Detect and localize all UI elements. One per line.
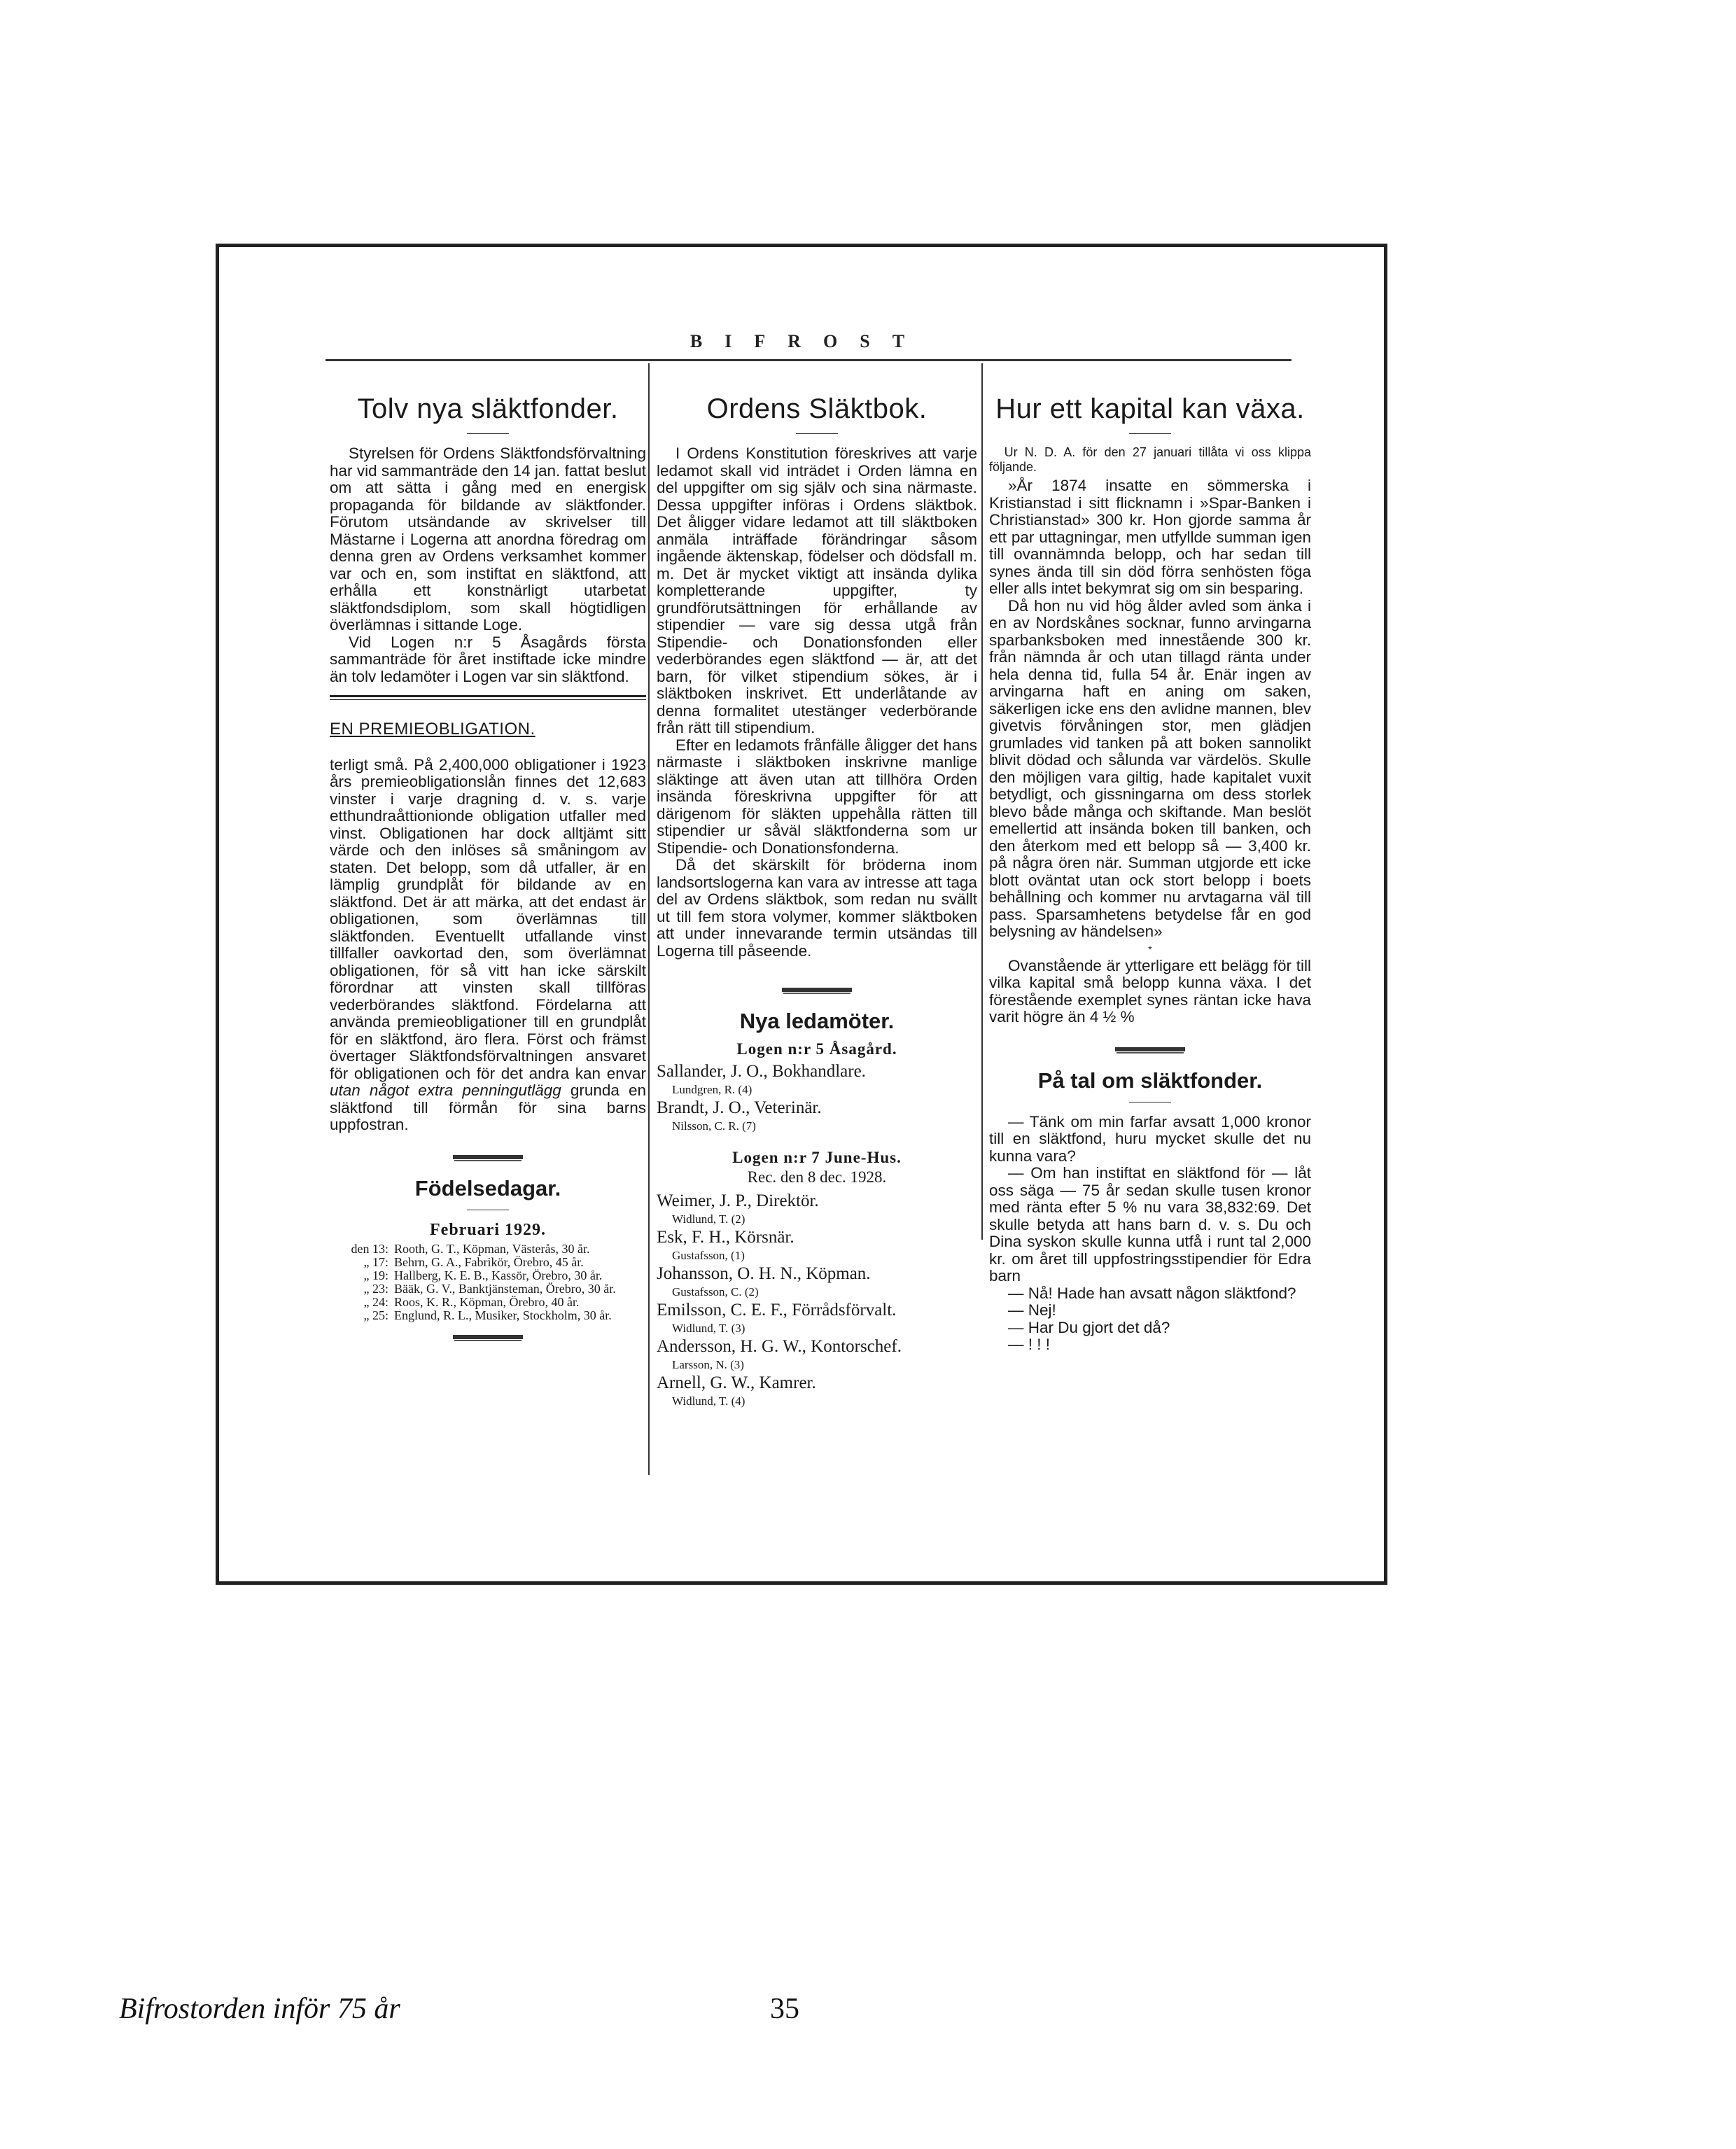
- premie-text-end: grunda en släktfond till förmån för sina barns uppfostran.: [330, 1082, 646, 1133]
- double-rule: [330, 695, 646, 697]
- column-2: [657, 365, 977, 1409]
- section-heading: Födelsedagar.: [414, 1175, 561, 1200]
- paragraph: Styrelsen för Ordens Släktfondsförvaltning har vid sammanträde den 14 jan. fattat beslut om att sätta i gång med en energisk propaganda för bildande av släktfonder. Förutom utsändande av skrivelser till Mästarne i Logerna att anordna föredrag om denna gren av Ordens verksamhet kommer var och en, som instiftat en släktfond, att erhålla ett konstnärligt utarbetat släktfondsdiplom, som skall högtidligen överlämnas i sittande Loge.: [330, 444, 646, 634]
- section-heading: EN PREMIEOBLIGATION.: [330, 720, 536, 738]
- paragraph: Ovanstående är ytterligare ett belägg för till vilka kapital små belopp kunna växa. I det förestående exemplet synes räntan icke hava varit högre än 4 ½ %: [989, 956, 1311, 1026]
- paragraph: »År 1874 insatte en sömmerska i Kristianstad i sitt flicknamn i »Spar-Banken i Christianstad» 300 kr. Hon gjorde samma år ett par uttagningar, men utfyllde summan igen till ovannämnda belopp, och har sedan till synes ända till sin död förra senhösten föga eller alls intet bekymrat sig om sin besparing.: [989, 477, 1311, 597]
- section-heading: På tal om släktfonder.: [1037, 1068, 1263, 1093]
- article-title: Ordens Släktbok.: [706, 393, 927, 424]
- article-title: Tolv nya släktfonder.: [357, 393, 619, 424]
- intro-note: Ur N. D. A. för den 27 januari tillåta vi oss klippa följande.: [989, 445, 1311, 474]
- lodge-heading: Logen n:r 5 Åsagård.: [736, 1040, 897, 1058]
- premie-text: terligt små. På 2,400,000 obligationer i 1923 års premieobligationslån finnes det 12,683 vinster i varje dragning d. v. s. varje etthundraåttionionde obligation utfaller med vinst. Obligationen har dock alltjämt sitt värde och den inlöses så småningom av staten. Det belopp, som då utfaller, är en lämplig grundplåt för bildande av en släktfond. Det är att märka, att det endast är obligationen, som överlämnas till släktfonden. Eventuellt utfallande vinst tillfaller oavkortad den, som överlämnat obligationen, för så vitt han icke särskilt förordnar att vinsten skall tillföras vederbörandes släktfond. Fördelarna att använda premieobligationer till en grundplåt för en släktfond, äro flera. Först och främst övertager Släktfondsförvaltningen ansvaret för obligationen och för det andra kan envar: [330, 755, 646, 1082]
- member-name: Weimer, J. P., Direktör.: [657, 1191, 819, 1210]
- dialogue-line: — Nej!: [1008, 1301, 1056, 1319]
- member-name: Andersson, H. G. W., Kontorschef.: [657, 1336, 902, 1356]
- birthday-row: den 13: Rooth, G. T., Köpman, Västerås, 30 år.: [351, 1242, 590, 1256]
- section-bar: [782, 988, 852, 992]
- dialogue-line: — ! ! !: [1008, 1336, 1051, 1353]
- member-list: [657, 1191, 977, 1409]
- member-name: Sallander, J. O., Bokhandlare.: [657, 1061, 866, 1081]
- month-heading: Februari 1929.: [430, 1220, 546, 1239]
- section-bar: [1115, 1047, 1185, 1051]
- masthead-rule: [326, 359, 1292, 361]
- column-rule-2: [981, 363, 983, 1240]
- member-sponsor: Lundgren, R. (4): [672, 1082, 752, 1096]
- member-name: Brandt, J. O., Veterinär.: [657, 1098, 822, 1117]
- column-1: [330, 365, 646, 1339]
- section-bar: [453, 1155, 523, 1159]
- member-sponsor: Gustafsson, (1): [672, 1248, 745, 1262]
- page-number: 35: [770, 1993, 799, 2025]
- birthday-row: „ 19: Hallberg, K. E. B., Kassör, Örebro, 30 år.: [363, 1268, 603, 1282]
- member-name: Emilsson, C. E. F., Förrådsförvalt.: [657, 1300, 897, 1320]
- paragraph: I Ordens Konstitution föreskrives att varje ledamot skall vid inträdet i Orden lämna en del uppgifter om sig själv och sina närmaste. Dessa uppgifter införas i Ordens släktbok. Det åligger vidare ledamot att till släktboken anmäla inträffade förändringar såsom ingående äktenskap, födelser och dödsfall m. m. Det är mycket viktigt att insända dylika kompletterande uppgifter, ty grundförutsättningen för erhållande av stipendier — vare sig dessa utgå från Stipendie- och Donationsfonden eller vederbörandes egen släktfond — är, att det barn, för vilket stipendium sökes, är i släktboken inskrivet. Ett underlåtande av denna formalitet utestänger vederbörande från rätt till stipendium.: [657, 444, 977, 736]
- birthday-row: „ 23: Bääk, G. V., Banktjänsteman, Örebro, 30 år.: [363, 1282, 616, 1296]
- double-rule-thin: [330, 699, 646, 700]
- section-heading: Nya ledamöter.: [739, 1009, 895, 1033]
- dialogue-line: — Nå! Hade han avsatt någon släktfond?: [1008, 1284, 1296, 1302]
- paragraph: Då det skärskilt för bröderna inom landsortslogerna kan vara av intresse att taga del av Ordens släktbok, som redan nu svällt ut till fem stora volymer, kommer släktboken att under innevarande termin utsändas till Logerna till påseende.: [657, 856, 977, 960]
- lodge-date: Rec. den 8 dec. 1928.: [747, 1168, 887, 1186]
- article-title: Hur ett kapital kan växa.: [995, 393, 1305, 424]
- birthday-row: „ 24: Roos, K. R., Köpman, Örebro, 40 år.: [363, 1295, 580, 1309]
- paragraph: Då hon nu vid hög ålder avled som änka i en av Nordskånes socknar, funno arvingarna sparbanksboken med innestående 300 kr. från nämnda år och utan tillagd ränta under hela denna tid, fulla 54 år. Enär ingen av arvingarna haft en aning om saken, säkerligen icke ens den avlidne mannen, blev givetvis förvåningen stor, men glädjen grumlades vid tanken på att boken sannolikt blivit dödad och sålunda var värdelös. Skulle den möjligen vara giltig, hade kapitalet vuxit betydligt, och gissningarna om dess storlek blevo både många och skiftande. Man beslöt emellertid att insända boken till banken, och den återkom med ett belopp så — 3,400 kr. på några ören när. Summan utgjorde ett icke blott oväntat utan ock stort belopp i boets behållning och kommer nu arvtagarna väl till pass. Sparsamhetens betydelse får en god belysning av händelsen»: [989, 596, 1311, 940]
- member-sponsor: Widlund, T. (3): [672, 1321, 746, 1335]
- title-dash: [796, 433, 838, 434]
- lodge-heading: Logen n:r 7 June-Hus.: [732, 1148, 902, 1166]
- paragraph: Efter en ledamots frånfälle åligger det hans närmaste i släktboken inskrivne manlige släktinge att även utan att tillhöra Orden insända föreskrivna uppgifter för att därigenom för släkten uppehålla rätten till stipendier ur såväl släktfonderna som ur Stipendie- och Donationsfonderna.: [657, 736, 977, 857]
- title-dash: [1129, 433, 1171, 434]
- footer-book-title: Bifrostorden inför 75 år: [119, 1993, 400, 2025]
- member-name: Esk, F. H., Körsnär.: [657, 1227, 794, 1247]
- dialogue-line: — Om han instiftat en släktfond för — låt oss säga — 75 år sedan skulle tusen kronor med ränta efter 5 % nu vara 38,832:69. Det skulle betyda att hans barn d. v. s. Du och Dina syskon skulle kunna utfå i runt tal 2,000 kr. om året till uppfostringsstipendier för Edra barn: [989, 1164, 1311, 1284]
- member-name: Arnell, G. W., Kamrer.: [657, 1373, 816, 1392]
- separator-star: *: [1148, 943, 1152, 955]
- masthead: BIFROST: [690, 331, 927, 351]
- newspaper-page-frame: [216, 244, 1387, 1585]
- member-sponsor: Nilsson, C. R. (7): [672, 1119, 756, 1133]
- premie-text-italic: utan något extra penningutlägg: [330, 1082, 561, 1099]
- column-3: [989, 365, 1311, 1354]
- member-name: Johansson, O. H. N., Köpman.: [657, 1264, 871, 1283]
- member-sponsor: Widlund, T. (4): [672, 1394, 746, 1408]
- premie-paragraph: [330, 757, 646, 1134]
- section-bar: [453, 1335, 523, 1339]
- paragraph: Vid Logen n:r 5 Åsagårds första sammanträde för året instiftade icke mindre än tolv ledamöter i Logen var sin släktfond.: [330, 633, 646, 685]
- member-sponsor: Larsson, N. (3): [672, 1357, 744, 1371]
- birthday-row: „ 17: Behrn, G. A., Fabrikör, Örebro, 45 år.: [363, 1255, 584, 1269]
- birthday-list: [330, 1242, 646, 1322]
- member-sponsor: Gustafsson, C. (2): [672, 1284, 759, 1298]
- member-sponsor: Widlund, T. (2): [672, 1212, 746, 1226]
- dialogue-line: — Har Du gjort det då?: [1008, 1318, 1170, 1336]
- title-dash: [467, 433, 509, 434]
- member-list: [657, 1061, 977, 1134]
- dialogue-line: — Tänk om min farfar avsatt 1,000 kronor till en släktfond, huru mycket skulle det nu kunna vara?: [989, 1112, 1311, 1165]
- column-rule-1: [648, 363, 650, 1475]
- birthday-row: „ 25: Englund, R. L., Musiker, Stockholm, 30 år.: [363, 1308, 612, 1322]
